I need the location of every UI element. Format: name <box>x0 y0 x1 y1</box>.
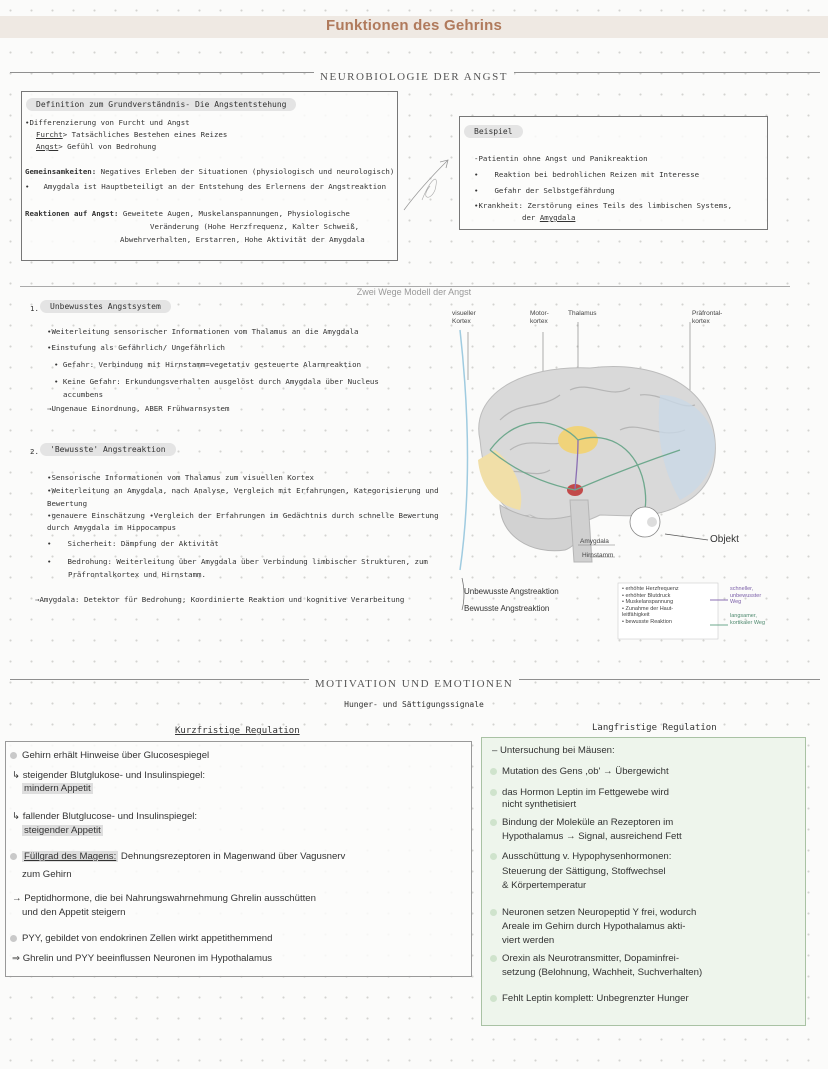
long-line: Bindung der Moleküle an Rezeptoren im <box>490 816 673 830</box>
long-line: Mutation des Gens ,ob' → Übergewicht <box>490 765 669 779</box>
unbewusst-line: •Weiterleitung sensorischer Informationen vom Thalamus an die Amygdala <box>47 327 359 336</box>
bewusst-line: •Sensorische Informationen vom Thalamus zum visuellen Kortex <box>47 473 314 482</box>
example-box <box>459 116 768 230</box>
long-line: Areale im Gehirn durch Hypothalamus akti- <box>502 921 686 932</box>
long-line: Hypothalamus → Signal, ausreichend Fett <box>502 831 682 842</box>
definition-box <box>21 91 398 261</box>
long-line: Fehlt Leptin komplett: Unbegrenzter Hunger <box>490 992 689 1006</box>
section-heading-motivation: MOTIVATION UND EMOTIONEN <box>309 678 519 690</box>
unbewusst-line: • Keine Gefahr: Erkundungsverhalten ausgelöst durch Amygdala über Nucleus <box>54 377 379 386</box>
hunger-subheading: Hunger- und Sättigungssignale <box>344 700 484 709</box>
short-line: PYY, gebildet von endokrinen Zellen wirkt appetithemmend <box>10 932 272 946</box>
unbewusst-line: ⇒Ungenaue Einordnung, ABER Frühwarnsystem <box>47 404 230 413</box>
unbewusst-line: accumbens <box>63 390 104 399</box>
bewusst-line: durch Amygdala im Hippocampus <box>47 523 177 532</box>
definition-line: •Differenzierung von Furcht und Angst <box>25 118 190 127</box>
example-line: •Krankheit: Zerstörung eines Teils des limbischen Systems, <box>474 201 733 210</box>
legend-unbewusst: Unbewusste Angstreaktion <box>464 587 559 596</box>
long-line: Orexin als Neurotransmitter, Dopaminfrei- <box>490 952 679 966</box>
definition-angst: Angst> Gefühl von Bedrohung <box>36 142 157 151</box>
bewusst-line: •Weiterleitung an Amygdala, nach Analyse, Vergleich mit Erfahrungen, Kategorisierung und <box>47 486 439 495</box>
long-line: & Körpertemperatur <box>502 880 587 891</box>
definition-pill: Definition zum Grundverständnis- Die Angstentstehung <box>26 98 296 111</box>
short-line: und den Appetit steigern <box>22 907 126 918</box>
long-line: setzung (Belohnung, Wachheit, Suchverhalten) <box>502 967 703 978</box>
long-line: das Hormon Leptin im Fettgewebe wird <box>490 786 669 800</box>
legend-effects: • erhöhte Herzfrequenz • erhöhter Blutdruck • Muskelanspannung • Zunahme der Haut- leitfähigkeit • bewusste Reaktion <box>622 586 679 625</box>
list-number: 2. <box>30 447 39 456</box>
section-heading-angst: NEUROBIOLOGIE DER ANGST <box>314 71 514 83</box>
example-pill: Beispiel <box>464 125 523 138</box>
bewusst-line: •genauere Einschätzung •Vergleich der Erfahrungen im Gedächtnis durch schnelle Bewertung <box>47 511 439 520</box>
short-line: steigender Appetit <box>24 825 101 836</box>
definition-bullet: • Amygdala ist Hauptbeteiligt an der Entstehung des Erlernens der Angstreaktion <box>25 182 387 191</box>
label-visueller-kortex: visueller Kortex <box>452 310 476 325</box>
page-title: Funktionen des Gehrins <box>325 17 503 34</box>
unbewusst-pill: Unbewusstes Angstsystem <box>40 300 171 313</box>
long-line: Neuronen setzen Neuropeptid Y frei, wodurch <box>490 906 696 920</box>
definition-furcht: Furcht> Tatsächliches Bestehen eines Reizes <box>36 130 228 139</box>
bewusst-pill: 'Bewusste' Angstreaktion <box>40 443 176 456</box>
example-bullet: • Gefahr der Selbstgefährdung <box>474 186 615 195</box>
long-line: – Untersuchung bei Mäusen: <box>492 745 615 756</box>
example-line: der Amygdala <box>522 213 576 222</box>
bewusst-line: Präfrontalkortex und Hirnstamm. <box>68 570 206 579</box>
legend-slow-path: langsamer, kortikaler Weg <box>730 613 766 626</box>
long-line: viert werden <box>502 935 555 946</box>
unbewusst-line: •Einstufung als Gefährlich/ Ungefährlich <box>47 343 225 352</box>
long-line: Steuerung der Sättigung, Stoffwechsel <box>502 866 666 877</box>
langfristig-title: Langfristige Regulation <box>592 723 717 733</box>
short-line: Gehirn erhält Hinweise über Glucosespiegel <box>10 749 209 763</box>
legend-bewusst: Bewusste Angstreaktion <box>464 604 550 613</box>
arrow-icon <box>400 150 460 215</box>
bewusst-line: Bewertung <box>47 499 88 508</box>
label-motorkortex: Motor- kortex <box>530 310 549 325</box>
short-line: → Peptidhormone, die bei Nahrungswahrnehmung Ghrelin ausschütten <box>12 893 316 904</box>
example-line: -Patientin ohne Angst und Panikreaktion <box>474 154 648 163</box>
label-objekt: Objekt <box>710 534 739 545</box>
kurzfristig-box <box>5 741 472 977</box>
list-number: 1. <box>30 304 39 313</box>
bewusst-bullet: • Sicherheit: Dämpfung der Aktivität <box>47 539 219 548</box>
langfristig-box <box>481 737 806 1026</box>
definition-gemeinsamkeiten: Gemeinsamkeiten: Negatives Erleben der Situationen (physiologisch und neurologisch) <box>25 167 395 176</box>
definition-reaktionen-3: Abwehrverhalten, Erstarren, Hohe Aktivität der Amygdala <box>120 235 365 244</box>
example-bullet: • Reaktion bei bedrohlichen Reizen mit Interesse <box>474 170 700 179</box>
label-thalamus: Thalamus <box>568 310 597 317</box>
label-praefrontalkortex: Präfrontal- kortex <box>692 310 723 325</box>
bewusst-bullet: • Bedrohung: Weiterleitung über Amygdala über Verbindung limbischer Strukturen, zum <box>47 557 428 566</box>
label-hirnstamm: Hirnstamm <box>582 552 614 559</box>
short-line: zum Gehirn <box>22 869 72 880</box>
unbewusst-line: • Gefahr: Verbindung mit Hirnstamm=vegetativ gesteuerte Alarmreaktion <box>54 360 362 369</box>
short-line: Füllgrad des Magens: Dehnungsrezeptoren in Magenwand über Vagusnerv <box>10 850 345 864</box>
short-line: ↳ fallender Blutglucose- und Insulinspiegel: <box>12 811 198 822</box>
long-line: nicht synthetisiert <box>502 799 577 810</box>
long-line: Ausschüttung v. Hypophysenhormonen: <box>490 850 671 864</box>
definition-reaktionen-2: Veränderung (Hohe Herzfrequenz, Kalter Schweiß, <box>150 222 360 231</box>
short-line: mindern Appetit <box>24 783 91 794</box>
kurzfristig-title: Kurzfristige Regulation <box>175 726 300 736</box>
legend-fast-path: schneller, unbewusster Weg <box>730 586 762 606</box>
short-line: ↳ steigender Blutglukose- und Insulinspiegel: <box>12 770 206 781</box>
amygdala-conclusion: ⇒Amygdala: Detektor für Bedrohung; Koordinierte Reaktion und kognitive Verarbeitung <box>35 595 405 604</box>
section-heading-zwei-wege: Zwei Wege Modell der Angst <box>351 287 477 297</box>
definition-reaktionen: Reaktionen auf Angst: Geweitete Augen, Muskelanspannungen, Physiologische <box>25 209 350 218</box>
short-line: ⇒ Ghrelin und PYY beeinflussen Neuronen im Hypothalamus <box>12 953 273 964</box>
label-amygdala: Amygdala <box>580 538 609 545</box>
